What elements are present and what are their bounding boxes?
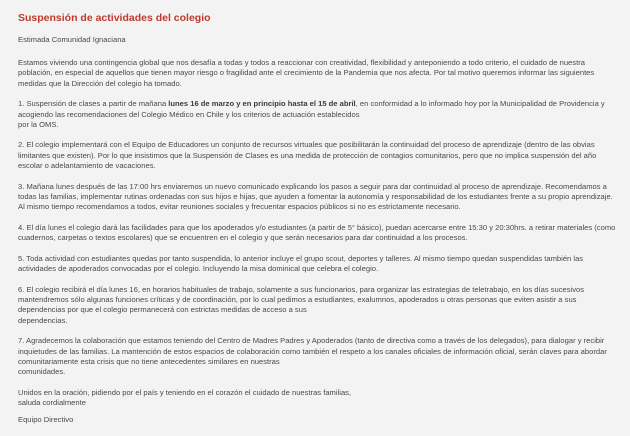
closing-line-1: Unidos en la oración, pidiendo por el país y teniendo en el corazón el cuidado de nuestras familias,: [18, 387, 352, 397]
greeting: Estimada Comunidad Ignaciana: [18, 35, 126, 44]
item-6-tail: dependencias.: [18, 315, 68, 325]
intro-paragraph: Estamos viviendo una contingencia global que nos desafía a todas y todos a reaccionar con creatividad, flexibilidad y anteponiendo a todo criterio, el cuidado de nuestra población, en especial de aquellos que tienen mayor riesgo o fragilidad ante el crecimiento de la Pandemia que nos afecta. Por tal motivo queremos informar las siguientes medidas que la Dirección del colegio ha tomado.: [18, 58, 595, 88]
item-1: [18, 99, 616, 130]
item-6: [18, 285, 616, 327]
item-7: [18, 336, 616, 378]
item-2: 2. El colegio implementará con el Equipo de Educadores un conjunto de recursos virtuales que posibilitarán la continuidad del proceso de aprendizaje (dentro de las obvias limitantes que existen). Por lo que insistimos que la Suspensión de Clases es una medida de protección de contagios comunitarios, pero que no implica suspensión del año escolar o adelantamiento de vacaciones.: [18, 140, 597, 171]
item-1-dates: lunes 16 de marzo y en principio hasta el 15 de abril: [168, 99, 356, 109]
page-title: Suspensión de actividades del colegio: [18, 12, 211, 24]
item-3: 3. Mañana lunes después de las 17:00 hrs enviaremos un nuevo comunicado explicando los pasos a seguir para dar continuidad al proceso de aprendizaje. Recomendamos a todas las familias, implementar rutinas ordenadas con sus hijos e hijas, que ayuden a fomentar la autonomía y responsabilidad de los estudiantes frente a su propio aprendizaje. Al mismo tiempo recomendamos a todos, evitar reuniones sociales y frecuentar espacios públicos si no es estrictamente necesario.: [18, 181, 613, 212]
item-4: 4. El día lunes el colegio dará las facilidades para que los apoderados y/o estudiantes (a partir de 5° básico), puedan acercarse entre 15:30 y 20:30hrs. a retirar materiales (como cuadernos, carpetas o textos escolares) que se encuentren en el colegio y que serán necesarios para dar continuidad a los procesos.: [18, 222, 616, 243]
item-1-text-end: , en conformidad a lo informado hoy por la Municipalidad de Providencia y acogiendo las recomendaciones del Colegio Médico en Chile y los criterios de actuación establecidos: [18, 99, 605, 119]
item-7-tail: comunidades.: [18, 367, 66, 377]
signature: Equipo Directivo: [18, 414, 74, 424]
closing-line-2: saluda cordialmente: [18, 398, 86, 408]
item-1-tail: por la OMS.: [18, 120, 59, 130]
item-7-text: 7. Agradecemos la colaboración que estamos teniendo del Centro de Madres Padres y Apoderados (tanto de directiva como a través de los delegados), para dialogar y recibir inquietudes de las familias. La mantención de estos espacios de colaboración como también el respeto a los canales oficiales de información oficial, serán claves para abordar comunitariamente esta crisis que no tiene antecedentes similares en nuestras: [18, 336, 607, 366]
item-1-text-start: 1. Suspensión de clases a partir de mañana: [18, 99, 169, 109]
item-5: 5. Toda actividad con estudiantes quedas por tanto suspendida, lo anterior incluye el grupo scout, deportes y talleres. Al mismo tiempo quedan suspendidas también las actividades de apoderados convocadas por el colegio. Incluyendo la misa dominical que celebra el colegio.: [18, 253, 584, 274]
closing: [18, 388, 616, 409]
item-6-text: 6. El colegio recibirá el día lunes 16, en horarios habituales de trabajo, solamente a sus funcionarios, para organizar las estrategias de teletrabajo, en los días sucesivos mantendremos sólo algunas funciones críticas y de coordinación, por lo cual pedimos a estudiantes, exalumnos, apoderados u otras personas que eviten asistir a sus dependencias por que el colegio permanecerá con estrictas medidas de acceso a sus: [18, 284, 585, 315]
